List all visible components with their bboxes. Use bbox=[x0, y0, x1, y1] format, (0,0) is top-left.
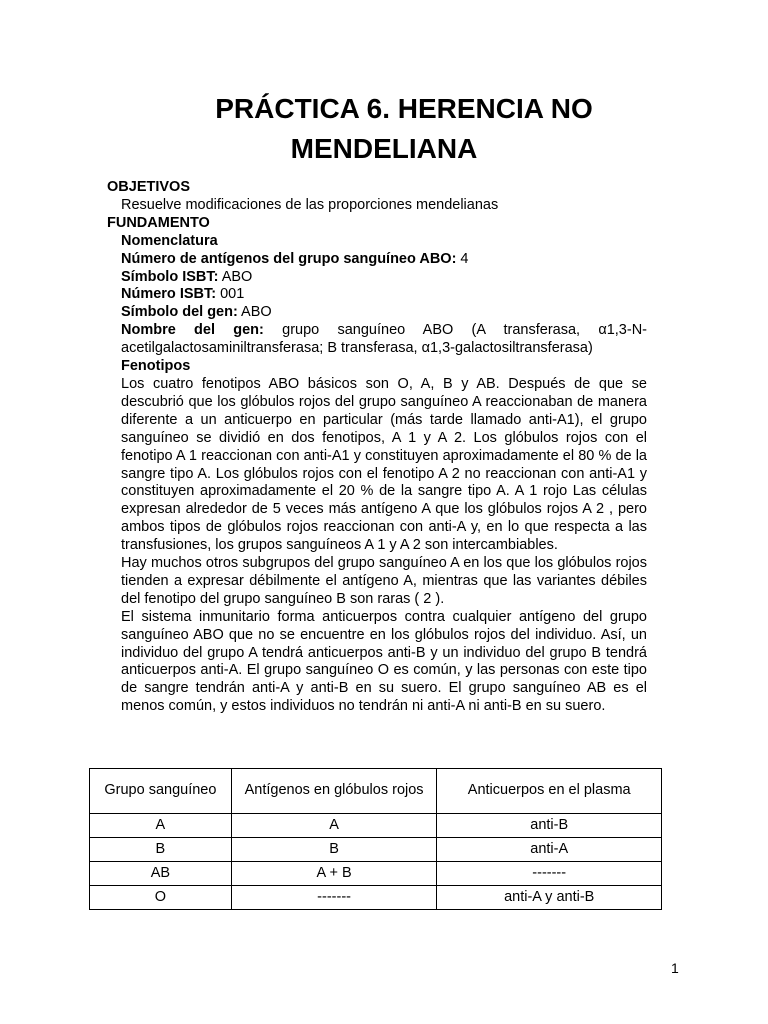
simbolo-gen-line bbox=[107, 304, 647, 322]
fenotipos-paragraph-2: Hay muchos otros subgrupos del grupo sanguíneo A en los que los glóbulos rojos tienden a expresar débilmente el antígeno A, mientras que las variantes débiles del fenotipo del grupo sanguíneo B son raras ( 2 ). bbox=[121, 555, 647, 607]
objetivos-text: Resuelve modificaciones de las proporciones mendelianas bbox=[121, 196, 499, 213]
table-row bbox=[90, 838, 662, 862]
document-body bbox=[107, 179, 647, 716]
simbolo-isbt-line bbox=[107, 269, 647, 287]
table-cell: A bbox=[231, 814, 437, 838]
numero-isbt-line bbox=[107, 286, 647, 304]
table-cell: B bbox=[231, 838, 437, 862]
page-number: 1 bbox=[671, 960, 679, 976]
table-cell: AB bbox=[90, 862, 232, 886]
fenotipos-heading: Fenotipos bbox=[121, 358, 191, 375]
table-cell: A + B bbox=[231, 862, 437, 886]
table-header-row bbox=[90, 769, 662, 814]
page-title-line-1: PRÁCTICA 6. HERENCIA NO bbox=[215, 93, 593, 124]
page-title-line-2: MENDELIANA bbox=[290, 133, 478, 164]
nombre-gen-value: grupo sanguíneo ABO (A transferasa, α1,3-N-acetilgalactosaminiltransferasa; B transferasa, α1,3-galactosiltransferasa) bbox=[121, 322, 647, 357]
table-cell: ------- bbox=[231, 886, 437, 910]
numero-isbt-value: 001 bbox=[216, 286, 245, 303]
table-cell: ------- bbox=[437, 862, 662, 886]
table-cell: O bbox=[90, 886, 232, 910]
table-header-cell: Antígenos en glóbulos rojos bbox=[231, 769, 437, 814]
table-cell: A bbox=[90, 814, 232, 838]
fenotipos-paragraph-1: Los cuatro fenotipos ABO básicos son O, A, B y AB. Después de que se descubrió que los glóbulos rojos del grupo sanguíneo A reaccionaban de manera diferente a un anticuerpo en particular (más tarde llamado anti-A1), el grupo sanguíneo se dividió en dos fenotipos, A 1 y A 2. Los glóbulos rojos con el fenotipo A 1 reaccionan con anti-A1 y constituyen aproximadamente el 80 % de la sangre tipo A. Los glóbulos rojos con el fenotipo A 2 no reaccionan con anti-A1 y constituyen aproximadamente el 20 % de la sangre tipo A. A 1 rojo Las células expresan alrededor de 5 veces más antígeno A que los glóbulos rojos A 2 , pero ambos tipos de glóbulos rojos reaccionan con anti-A y, en lo que respecta a las transfusiones, los grupos sanguíneos A 1 y A 2 son intercambiables. bbox=[121, 375, 647, 554]
simbolo-gen-value: ABO bbox=[237, 304, 272, 321]
antigenos-line bbox=[107, 251, 647, 269]
table-cell: anti-B bbox=[437, 814, 662, 838]
simbolo-isbt-label: Símbolo ISBT: bbox=[121, 268, 219, 285]
table-row bbox=[90, 886, 662, 910]
nomenclatura-heading: Nomenclatura bbox=[121, 232, 218, 249]
numero-isbt-label: Número ISBT: bbox=[121, 286, 217, 303]
simbolo-isbt-value: ABO bbox=[218, 268, 253, 285]
simbolo-gen-label: Símbolo del gen: bbox=[121, 304, 238, 321]
objetivos-heading: OBJETIVOS bbox=[107, 179, 190, 195]
abo-table bbox=[89, 768, 662, 910]
antigenos-label: Número de antígenos del grupo sanguíneo ABO: bbox=[121, 250, 457, 267]
nombre-gen-line bbox=[107, 322, 647, 358]
fundamento-heading: FUNDAMENTO bbox=[107, 214, 210, 231]
table-cell: anti-A bbox=[437, 838, 662, 862]
fenotipos-paragraph-3: El sistema inmunitario forma anticuerpos contra cualquier antígeno del grupo sanguíneo ABO que no se encuentre en los glóbulos rojos del individuo. Así, un individuo del grupo A tendrá anticuerpos anti-B y un individuo del grupo B tendrá anticuerpos anti-A. El grupo sanguíneo O es común, y las personas con este tipo de sangre tendrán anti-A y anti-B en su suero. El grupo sanguíneo AB es el menos común, y estos individuos no tendrán ni anti-A ni anti-B en su suero. bbox=[121, 608, 647, 715]
table-row bbox=[90, 814, 662, 838]
table-cell: B bbox=[90, 838, 232, 862]
nombre-gen-label: Nombre del gen: bbox=[121, 322, 264, 339]
table-row bbox=[90, 862, 662, 886]
table-header-cell: Grupo sanguíneo bbox=[90, 769, 232, 814]
table-header-cell: Anticuerpos en el plasma bbox=[437, 769, 662, 814]
table-cell: anti-A y anti-B bbox=[437, 886, 662, 910]
antigenos-value: 4 bbox=[456, 250, 469, 267]
